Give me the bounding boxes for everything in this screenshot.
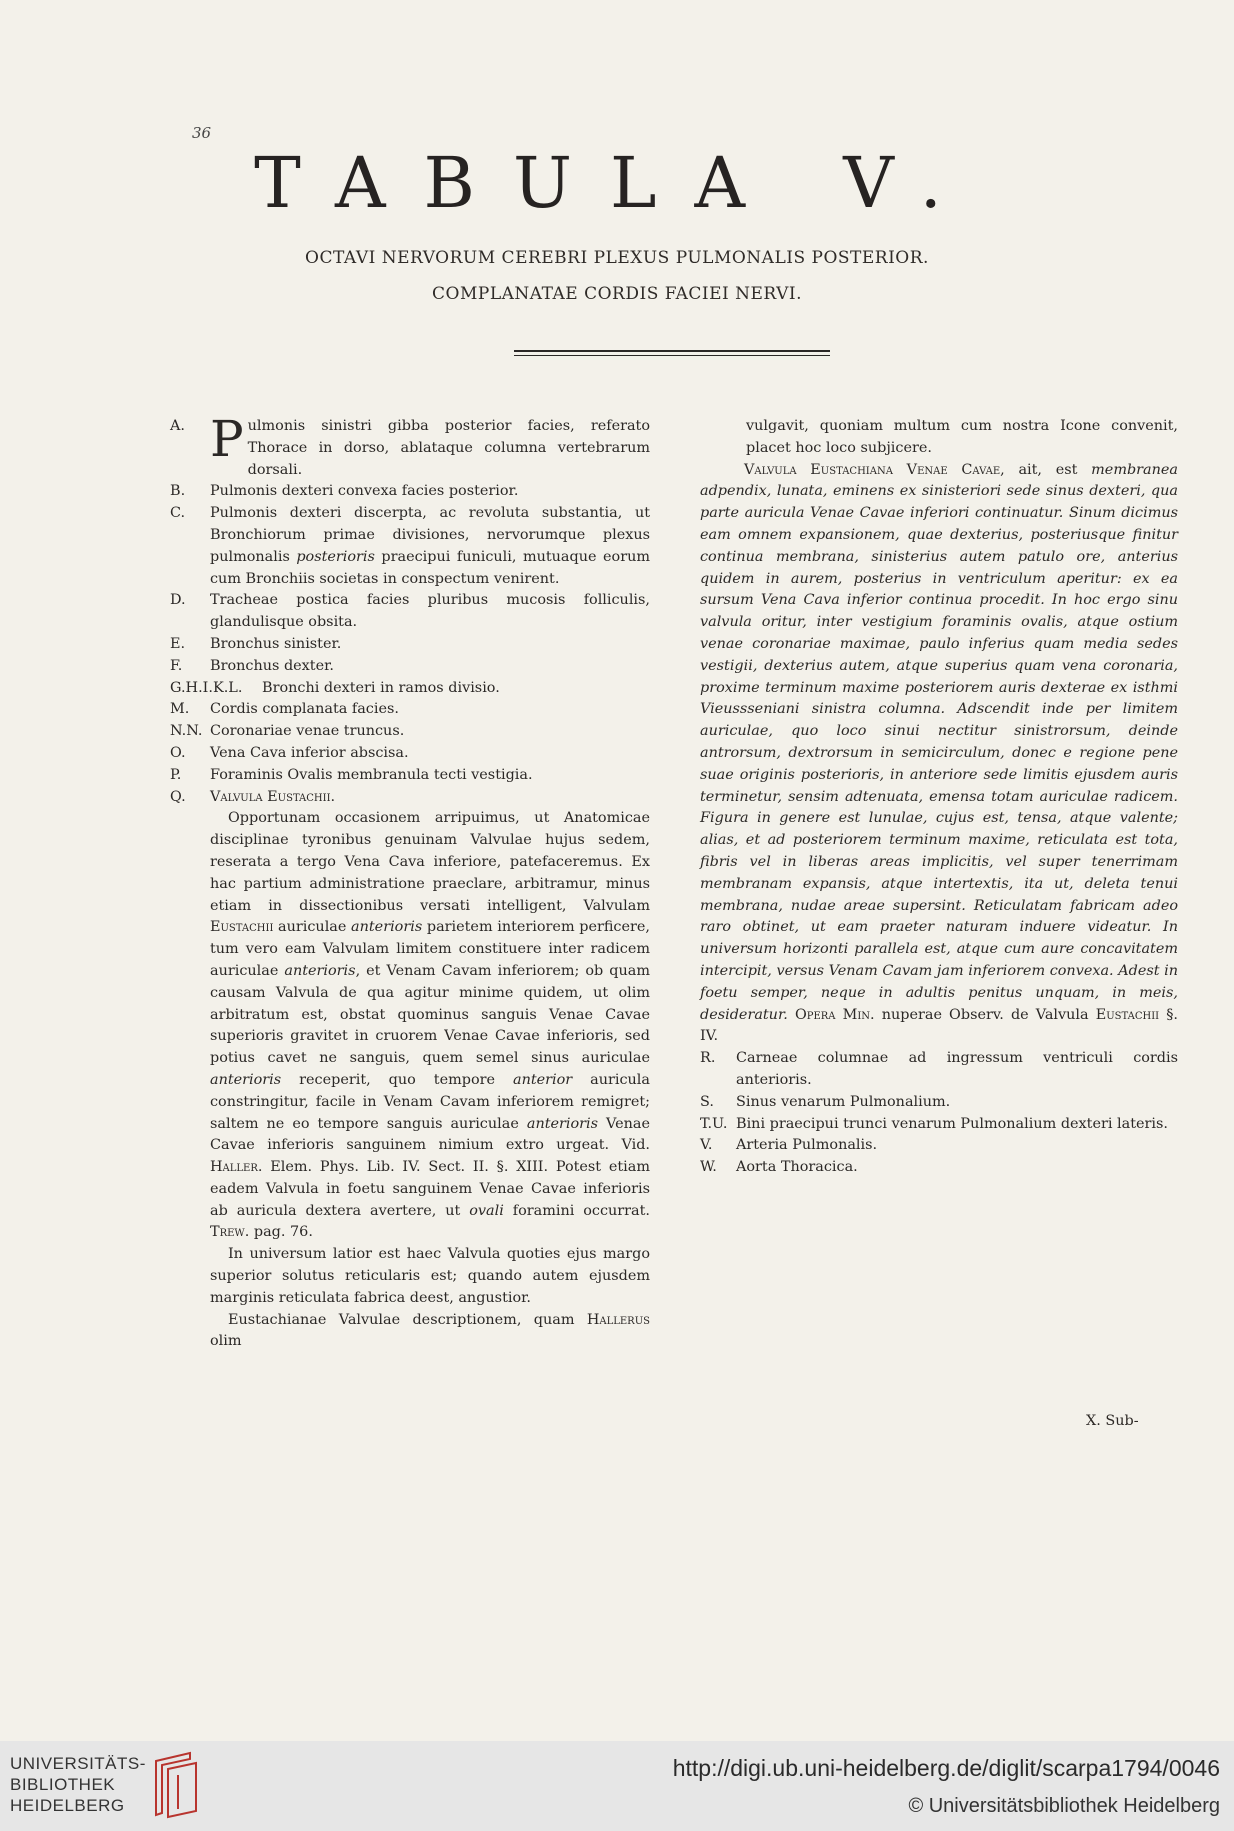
entry-label: M. (170, 701, 190, 718)
library-name: UNIVERSITÄTS- BIBLIOTHEK HEIDELBERG (10, 1754, 146, 1815)
library-logo-icon (150, 1751, 206, 1819)
legend-entry-P (170, 765, 650, 787)
commentary-paragraph-2: In universum latior est haec Valvula quoties ejus margo superior solutus reticularis est; quando autem ejusdem marginis reticulata fabrica deest, angustior. (210, 1246, 650, 1306)
entry-label: T.U. (700, 1115, 728, 1132)
legend-entry-N (170, 721, 650, 743)
permalink-url[interactable]: http://digi.ub.uni-heidelberg.de/diglit/scarpa1794/0046 (672, 1755, 1220, 1781)
drop-cap: P (210, 410, 244, 468)
legend-entry-S (700, 1092, 1178, 1114)
copyright-notice: © Universitätsbibliothek Heidelberg (908, 1795, 1220, 1817)
entry-text: Bronchus dexter. (210, 657, 334, 674)
entry-label: P. (170, 766, 182, 783)
entry-text: Cordis complanata facies. (210, 701, 399, 718)
entry-label: B. (170, 483, 186, 500)
legend-entry-R (700, 1048, 1178, 1092)
legend-entry-W (700, 1157, 1178, 1179)
commentary-paragraph-3: Eustachianae Valvulae descriptionem, quam Hallerus olim (210, 1311, 650, 1350)
entry-text: Foraminis Ovalis membranula tecti vestigia. (210, 766, 533, 783)
entry-text: Tracheae postica facies pluribus mucosis folliculis, glandulisque obsita. (210, 592, 650, 631)
entry-label: D. (170, 592, 186, 609)
page-number: 36 (192, 124, 212, 142)
entry-label: C. (170, 505, 186, 522)
entry-text: Vena Cava inferior abscisa. (210, 744, 409, 761)
legend-entry-G (170, 678, 650, 700)
entry-text: Aorta Thoracica. (736, 1159, 858, 1176)
entry-text: Pulmonis dexteri convexa facies posterior. (210, 483, 519, 500)
legend-entry-V (700, 1135, 1178, 1157)
legend-entry-TU (700, 1114, 1178, 1136)
entry-text: ulmonis sinistri gibba posterior facies, referato Thorace in dorso, ablataque columna vertebrarum dorsali. (247, 418, 650, 478)
entry-label: W. (700, 1159, 717, 1176)
legend-entry-B (170, 481, 650, 503)
legend-entry-Q (170, 787, 650, 809)
legend-entry-M (170, 699, 650, 721)
entry-text: Bronchi dexteri in ramos divisio. (262, 679, 500, 696)
entry-label: O. (170, 744, 186, 761)
legend-entry-A (170, 410, 650, 481)
right-column (700, 416, 1178, 1179)
continued-text: vulgavit, quoniam multum cum nostra Icone convenit, placet hoc loco subjicere. (746, 418, 1178, 456)
legend-entry-E (170, 634, 650, 656)
legend-entry-C (170, 503, 650, 590)
entry-text: Sinus venarum Pulmonalium. (736, 1093, 951, 1110)
title-rule (514, 350, 830, 352)
entry-label: N.N. (170, 723, 203, 740)
legend-entry-O (170, 743, 650, 765)
entry-text: Coronariae venae truncus. (210, 723, 405, 740)
entry-label: A. (170, 418, 185, 434)
subtitle-line-2: COMPLANATAE CORDIS FACIEI NERVI. (432, 284, 802, 304)
subtitle-line-1: OCTAVI NERVORUM CEREBRI PLEXUS PULMONALIS POSTERIOR. (305, 248, 929, 268)
entry-label: R. (700, 1050, 716, 1067)
entry-label: G.H.I.K.L. (170, 679, 243, 696)
entry-label: F. (170, 657, 183, 674)
commentary-paragraph-1: Opportunam occasionem arripuimus, ut Anatomicae disciplinae tyronibus genuinam Valvulae hujus sedem, reserata a tergo Vena Cava inferiore, patefaceremus. Ex hac partium administratione praeclare, arbitramur, minus etiam in dissectionibus versati intelligent, Valvulam Eustachii auriculae anterioris parietem interiorem perficere, tum vero eam Valvulam limitem constituere inter radicem auriculae anterioris, et Venam Cavam inferiorem; ob quam causam Valvula de qua agitur minime quidem, ut olim arbitratum est, obstat quominus sanguis Venae Cavae superioris gravitet in cruorem Venae Cavae inferioris, sed potius cavet ne sanguis, quem semel sinus auriculae anterioris receperit, quo tempore anterior auricula constringitur, facile in Venam Cavam inferiorem remigret; saltem ne eo tempore sanguis auriculae anterioris Venae Cavae inferioris sanguinem nimium extro urgeat. Vid. Haller. Elem. Phys. Lib. IV. Sect. II. §. XIII. Potest etiam eadem Valvula in foetu sanguinem Venae Cavae inferioris ab auricula dextera avertere, ut ovali foramini occurrat. Trew. pag. 76. In universum latior est haec Valvula quoties ejus margo superior solutus reticularis est; quando autem ejusdem marginis reticulata fabrica deest, angustior. Eustachianae Valvulae descriptionem, quam Hallerus olim (210, 808, 650, 1353)
entry-text: Bini praecipui trunci venarum Pulmonalium dexteri lateris. (736, 1115, 1168, 1132)
haller-quotation: Valvula Eustachiana Venae Cavae, ait, est membranea adpendix, lunata, eminens ex sinisteriori sede sinus dexteri, qua parte auricula Venae Cavae inferiori continuatur. Sinum dicimus eam omnem expansionem, quae dexterius, posteriusque finitur continua membrana, sinisterius autem patulo ore, anterius quidem in aurem, posterius in ventriculum aperitur: ex ea sursum Vena Cava inferior continua procedit. In hoc ergo sinu valvula oritur, inter vestigium foraminis ovalis, atque ostium venae coronariae maximae, paulo inferius quam media sedes vestigii, dexterius autem, atque superius quam vena coronaria, proxime terminum maxime posteriorem auris dexterae ex isthmi Vieussseniani sinistra columna. Adscendit inde per limitem auriculae, quo loco sinui nectitur sinistrorsum, deinde antrorsum, dextrorsum in semicirculum, donec e regione pene suae originis posterioris, in anteriore sede limitis ejusdem auris terminetur, sensim adtenuata, emensa totam auriculae radicem. Figura in genere est lunulae, cujus est, tensa, atque valente; alias, et ad posteriorem terminum maxime, reticulata est tota, fibris vel in liberas areas implicitis, vel super tenerrimam membranam expansis, atque intertextis, ita ut, deleta tenui membrana, nudae areae supersint. Reticulatam fabricam adeo raro obtinet, ut eam praeter naturam induere videatur. In universum horizonti parallela est, atque cum aure concavitatem intercipit, versus Venam Cavam jam inferiorem convexa. Adest in foetu semper, neque in adultis penitus unquam, in meis, desideratur. Opera Min. nuperae Observ. de Valvula Eustachii §. IV. (700, 461, 1178, 1045)
entry-text: Carneae columnae ad ingressum ventriculi cordis anterioris. (736, 1050, 1178, 1088)
entry-label: Q. (170, 788, 186, 805)
entry-text: Arteria Pulmonalis. (736, 1137, 878, 1154)
entry-label: V. (700, 1137, 713, 1154)
entry-text: Bronchus sinister. (210, 635, 342, 652)
viewer-footer (0, 1741, 1234, 1831)
legend-entry-F (170, 656, 650, 678)
title-rule-thin (514, 355, 830, 356)
entry-label: E. (170, 635, 186, 652)
entry-text: Pulmonis dexteri discerpta, ac revoluta substantia, ut Bronchiorum primae divisiones, nervorumque plexus pulmonalis posterioris praecipui funiculi, mutuaque eorum cum Bronchiis societas in conspectum venirent. (210, 505, 650, 587)
entry-text: Valvula Eustachii. (210, 788, 336, 805)
catchword: X. Sub- (1086, 1413, 1139, 1429)
legend-entry-D (170, 590, 650, 634)
left-column (170, 410, 650, 1353)
page-title: TABULA V. (254, 142, 980, 224)
entry-label: S. (700, 1093, 714, 1110)
